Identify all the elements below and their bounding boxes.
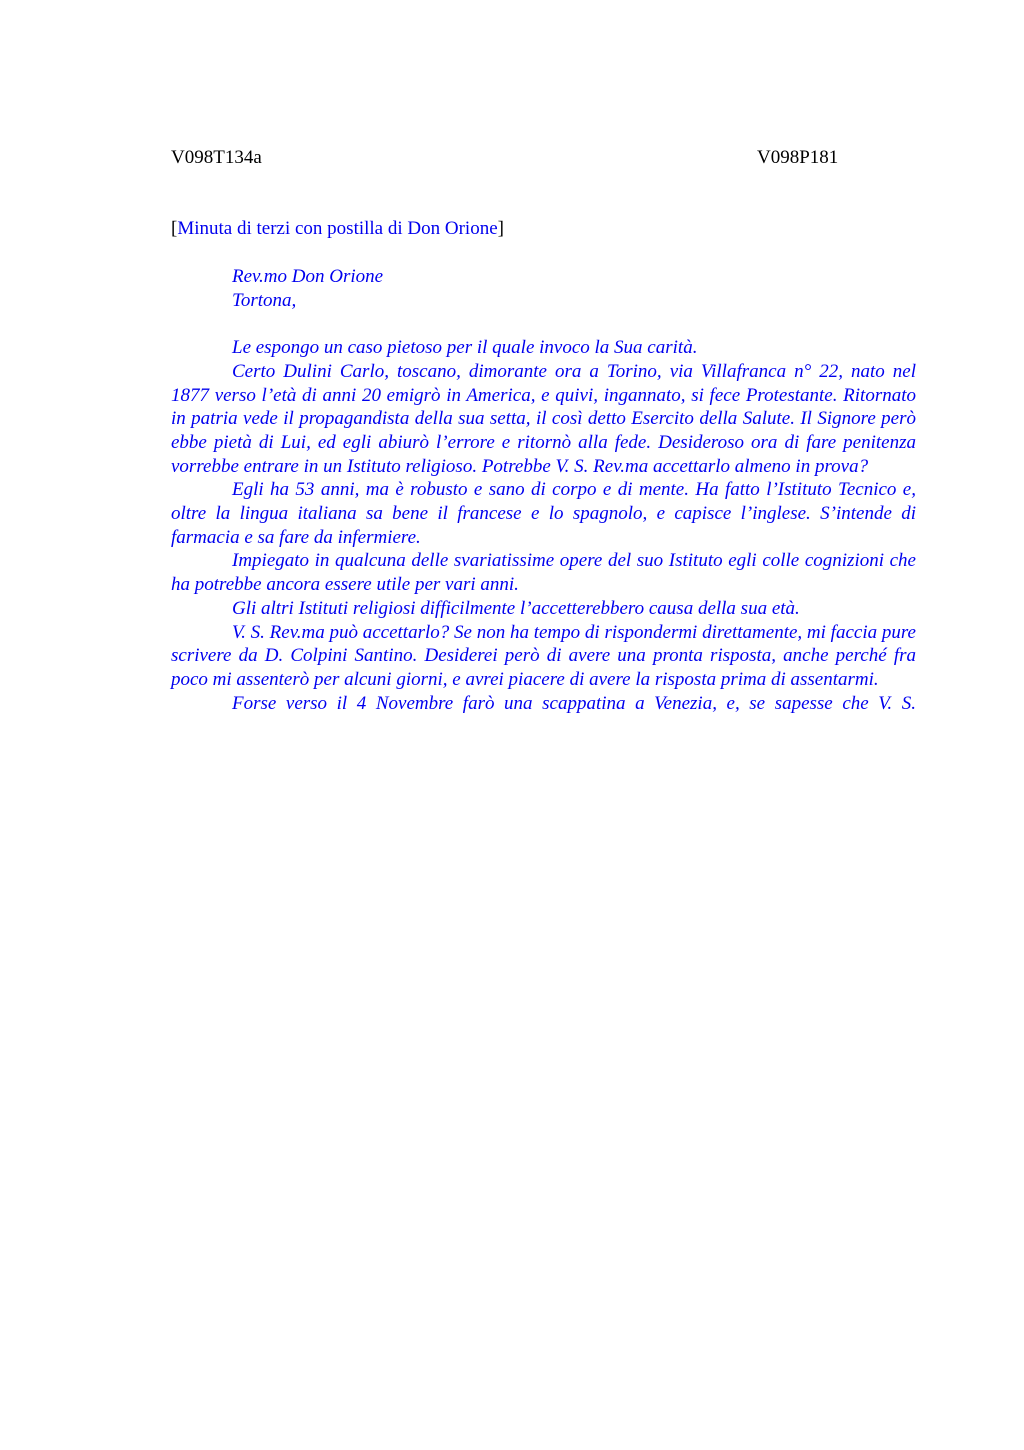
letter-paragraph: Le espongo un caso pietoso per il quale invoco la Sua carità. — [232, 337, 698, 359]
letter-paragraph: Impiegato in qualcuna delle svariatissime opere del suo Istituto egli colle cognizioni che ha potrebbe ancora essere utile per vari anni. — [171, 550, 916, 596]
editorial-note — [171, 217, 504, 241]
letter-recipient: Rev.mo Don Orione — [232, 266, 384, 287]
document-code-left: V098T134a — [171, 147, 262, 168]
letter-paragraph: V. S. Rev.ma può accettarlo? Se non ha tempo di rispondermi direttamente, mi faccia pure scrivere da D. Colpini Santino. Desiderei però di avere una pronta risposta, anche perché fra poco mi assenterò per alcuni giorni, e avrei piacere di avere la risposta prima di assentarmi. — [171, 621, 916, 690]
letter-address — [171, 265, 916, 312]
document-code-right: V098P181 — [757, 147, 839, 168]
note-open-bracket: [ — [171, 218, 178, 239]
letter-paragraph: Egli ha 53 anni, ma è robusto e sano di corpo e di mente. Ha fatto l’Istituto Tecnico e, oltre la lingua italiana sa bene il francese e lo spagnolo, e capisce l’inglese. S’intende di farmacia e sa fare da infermiere. — [171, 479, 916, 548]
letter-place: Tortona, — [232, 289, 297, 311]
letter-paragraph: Certo Dulini Carlo, toscano, dimorante ora a Torino, via Villafranca n° 22, nato nel 1877 verso l’età di anni 20 emigrò in America, e quivi, ingannato, si fece Protestante. Ritornato in patria vede il propagandista della sua setta, il così detto Esercito della Salute. Il Signore però ebbe pietà di Lui, ed egli abiurò l’errore e ritornò alla fede. Desideroso ora di fare penitenza vorrebbe entrare in un Istituto religioso. Potrebbe V. S. Rev.ma accettarlo almeno in prova? — [171, 360, 916, 477]
letter-paragraph: Gli altri Istituti religiosi difficilmente l’accetterebbero causa della sua età. — [232, 597, 800, 619]
letter-body — [171, 265, 916, 715]
note-close-bracket: ] — [497, 218, 504, 239]
note-text: Minuta di terzi con postilla di Don Orione — [177, 218, 498, 239]
letter-paragraph: Forse verso il 4 Novembre farò una scappatina a Venezia, e, se sapesse che V. S. — [232, 692, 916, 714]
